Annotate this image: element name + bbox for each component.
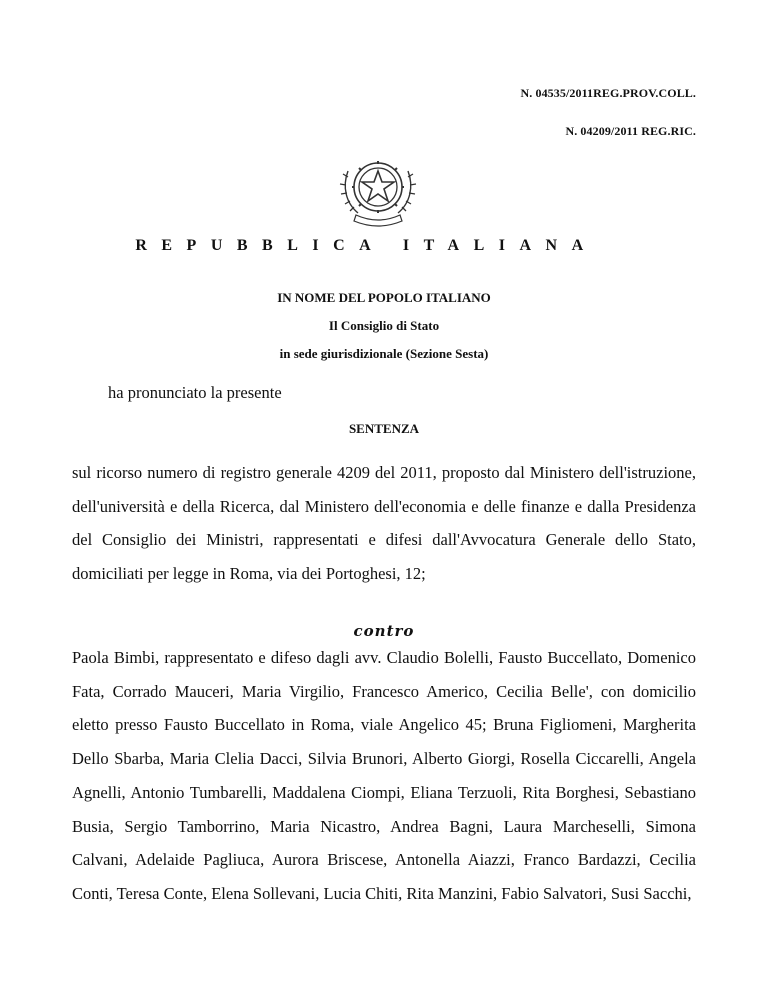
in-name-of-people-heading: IN NOME DEL POPOLO ITALIANO (277, 290, 491, 305)
contro-heading: contro (353, 622, 415, 640)
court-section: in sede giurisdizionale (Sezione Sesta) (279, 346, 489, 361)
intro-text: ha pronunciato la presente (108, 383, 282, 402)
court-name: Il Consiglio di Stato (328, 318, 440, 333)
reg-ric-number: N. 04209/2011 REG.RIC. (565, 124, 696, 138)
document-type-heading: SENTENZA (348, 421, 420, 436)
respondents-paragraph: Paola Bimbi, rappresentato e difeso dagli avv. Claudio Bolelli, Fausto Buccellato, Domenico Fata, Corrado Mauceri, Maria Virgilio, Francesco Americo, Cecilia Belle', con domicilio eletto presso Fausto Buccellato in Roma, viale Angelico 45; Bruna Figliomeni, Margherita Dello Sbarba, Maria Clelia Dacci, Silvia Brunori, Alberto Giorgi, Rosella Ciccarelli, Angela Agnelli, Antonio Tumbarelli, Maddalena Ciompi, Eliana Terzuoli, Rita Borghesi, Sebastiano Busia, Sergio Tamborrino, Maria Nicastro, Andrea Bagni, Laura Marcheselli, Simona Calvani, Adelaide Pagliuca, Aurora Briscese, Antonella Aiazzi, Franco Bardazzi, Cecilia Conti, Teresa Conte, Elena Sollevani, Lucia Chiti, Rita Manzini, Fabio Salvatori, Susi Sacchi, (72, 648, 696, 903)
republic-heading: REPUBBLICA ITALIANA (135, 237, 598, 254)
emblem-of-italy-icon (336, 147, 420, 231)
reg-prov-coll-number: N. 04535/2011REG.PROV.COLL. (520, 86, 696, 100)
appeal-paragraph: sul ricorso numero di registro generale 4209 del 2011, proposto dal Ministero dell'istruzione, dell'università e della Ricerca, dal Ministero dell'economia e delle finanze e dalla Presidenza del Consiglio dei Ministri, rappresentati e difesi dall'Avvocatura Generale dello Stato, domiciliati per legge in Roma, via dei Portoghesi, 12; (72, 463, 696, 584)
